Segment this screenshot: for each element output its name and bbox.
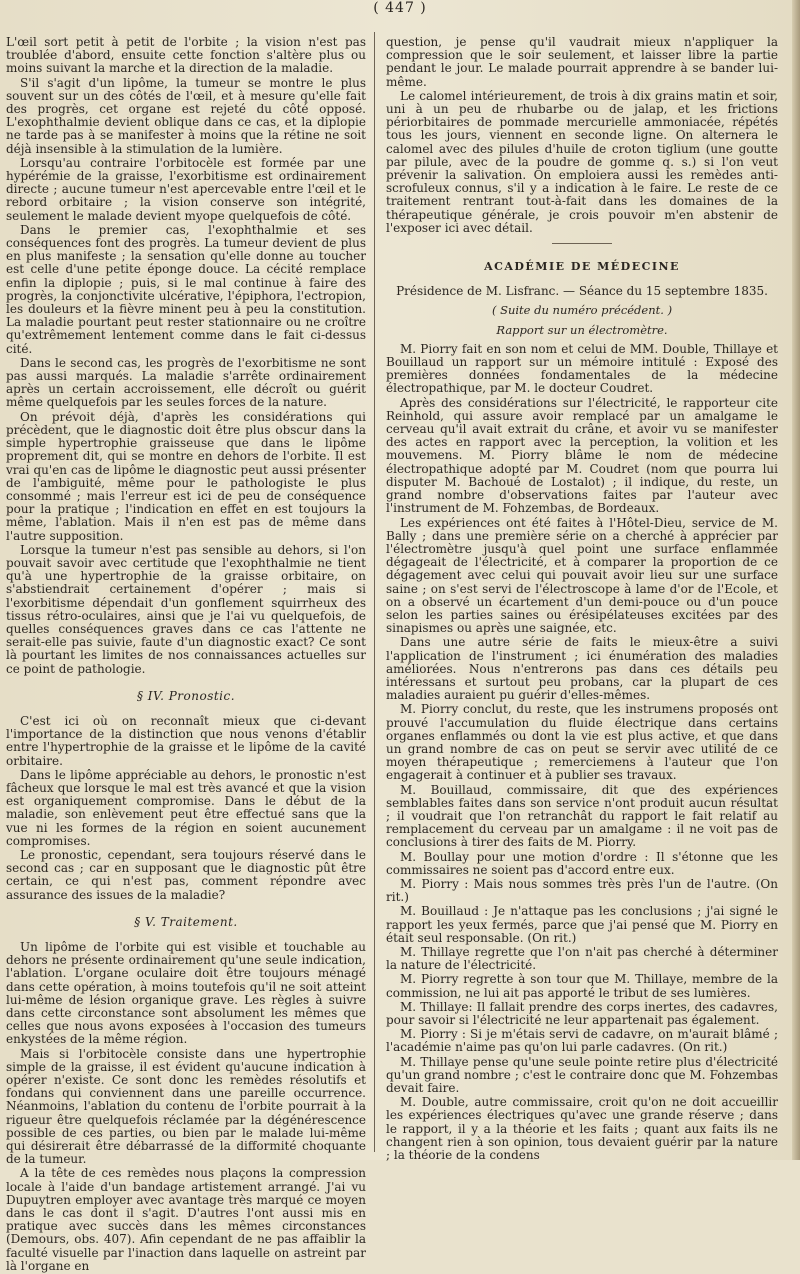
paragraph: M. Thillaye pense qu'une seule pointe retire plus d'électricité qu'un grand nombre ; c'est le contraire donc que M. Fohzembas devait faire.: [386, 1054, 778, 1096]
paragraph: On prévoit déjà, d'après les considérations qui précèdent, que le diagnostic doit être plus obscur dans la simple hypertrophie graisseuse que dans le lipôme proprement dit, qui se montre en dehors de l'orbite. Il est vrai qu'en cas de lipôme le diagnostic peut aussi présenter de l'ambiguité, même pour le pathologiste le plus consommé ; mais l'erreur est ici de peu de conséquence pour la pratique ; l'indication en effet en est toujours la même, l'ablation. Mais il n'en est pas de même dans l'autre supposition.: [6, 409, 366, 543]
paragraph: Après des considérations sur l'électricité, le rapporteur cite Reinhold, qui assure avoir remplacé par un amalgame le cerveau qu'il avait extrait du crâne, et avoir vu se manifester des actes en rapport avec la perception, la volition et les mouvemens. M. Piorry blâme le nom de médecine électropathique adopté par M. Coudret (nom que pourra lui disputer M. Bachoué de Lostalot) ; il indique, du reste, un grand nombre d'observations faites par l'auteur avec l'instrument de M. Fohzembas, de Bordeaux.: [386, 395, 778, 516]
paragraph: M. Piorry : Si je m'étais servi de cadavre, on m'aurait blâmé ; l'académie n'aime pas qu'on lui parle cadavres. (On rit.): [386, 1027, 778, 1055]
paragraph: Un lipôme de l'orbite qui est visible et touchable au dehors ne présente ordinairement qu'une seule indication, l'ablation. L'organe oculaire doit être toujours ménagé dans cette opération, à moins toutefois qu'il ne soit atteint lui-même de lésion organique grave. Les règles à suivre dans cette circonstance sont absolument les mêmes que celles que nous avons exposées à l'occasion des tumeurs enkystées de la même région.: [6, 940, 366, 1047]
paragraph: Lorsqu'au contraire l'orbitocèle est formée par une hypérémie de la graisse, l'exorbitisme est ordinairement directe ; aucune tumeur n'est apercevable entre l'œil et le rebord orbitaire ; la vision conserve son intégrité, seulement le malade devient myope quelquefois de côté.: [6, 155, 366, 223]
paragraph: M. Bouillaud, commissaire, dit que des expériences semblables faites dans son service n'ont produit aucun résultat ; il voudrait que l'on retranchât du rapport le fait relatif au remplacement du cerveau par un amalgame : il ne voit pas de conclusions à tirer des faits de M. Piorry.: [386, 782, 778, 850]
paragraph: Dans le lipôme appréciable au dehors, le pronostic n'est fâcheux que lorsque le mal est très avancé et que la vision est organiquement compromise. Dans le début de la maladie, son enlèvement peut être effectué sans que la vue ni les formes de la région en soient aucunement compromises.: [6, 767, 366, 848]
paragraph: Dans le premier cas, l'exophthalmie et ses conséquences font des progrès. La tumeur devient de plus en plus manifeste ; la sensation qu'elle donne au toucher est celle d'une petite éponge douce. La cécité remplace enfin la diplopie ; puis, si le mal continue à faire des progrès, la conjonctivite ulcérative, l'épiphora, l'ectropion, les douleurs et la fièvre minent peu à peu la constitution. La maladie pourtant peut rester stationnaire ou ne croître qu'extrêmement lentement comme dans le fait ci-dessus cité.: [6, 222, 366, 356]
suite-note: ( Suite du numéro précédent. ): [491, 303, 673, 318]
column-divider: [374, 32, 375, 1152]
page-number: ( 447 ): [373, 0, 427, 16]
paragraph: M. Thillaye regrette que l'on n'ait pas cherché à déterminer la nature de l'électricité.: [386, 945, 778, 973]
paragraph: L'œil sort petit à petit de l'orbite ; la vision n'est pas troublée d'abord, ensuite cette fonction s'altère plus ou moins suivant la marche et la direction de la maladie.: [6, 35, 366, 76]
presidence-line: Présidence de M. Lisfranc. — Séance du 15 septembre 1835.: [396, 284, 768, 299]
paragraph: Les expériences ont été faites à l'Hôtel-Dieu, service de M. Bally ; dans une première série on a cherché à apprécier par l'électromètre jusqu'à quel point une surface enflammée dégageait de l'électricité, et à comparer la proportion de ce dégagement avec celui qui pouvait avoir lieu sur une surface saine ; on s'est servi de l'électroscope à lame d'or de l'Ecole, et on a observé un écartement d'un demi-pouce ou d'un pouce selon les parties saines ou érésipélateuses excitées par des sinapismes ou après une saignée, etc.: [386, 515, 778, 636]
section-title-academie: ACADÉMIE DE MÉDECINE: [484, 260, 680, 274]
section-heading-pronostic: § IV. Pronostic.: [136, 688, 236, 703]
paragraph: M. Piorry fait en son nom et celui de MM. Double, Thillaye et Bouillaud un rapport sur un mémoire intitulé : Exposé des premières données fondamentales de la médecine électropathique, par M. le docteur Coudret.: [386, 341, 778, 396]
page-edge-shadow: [792, 0, 800, 1160]
paragraph: Le pronostic, cependant, sera toujours réservé dans le second cas ; car en supposant que le diagnostic pût être certain, ce qui n'est pas, comment répondre avec assurance des issues de la maladie?: [6, 847, 366, 902]
paragraph: Dans une autre série de faits le mieux-être a suivi l'application de l'instrument ; ici énumération des maladies améliorées. Nous n'entrerons pas dans ces détails peu intéressans et surtout peu probans, car la plupart de ces maladies auraient pu guérir d'elles-mêmes.: [386, 635, 778, 703]
paragraph: M. Piorry : Mais nous sommes très près l'un de l'autre. (On rit.): [386, 876, 778, 905]
paragraph: Dans le second cas, les progrès de l'exorbitisme ne sont pas aussi marqués. La maladie s'arrête ordinairement après un certain accroissement, elle décroît ou guérit même quelquefois par les seules forces de la nature.: [6, 355, 366, 410]
paragraph: Mais si l'orbitocèle consiste dans une hypertrophie simple de la graisse, il est évident qu'aucune indication à opérer n'existe. Ce sont donc les remèdes résolutifs et fondans qui conviennent dans une pareille occurrence. Néanmoins, l'ablation du contenu de l'orbite pourrait à la rigueur être quelquefois réclamée par la dégénérescence possible de ces parties, ou bien par le malade lui-même qui désirerait être débarrassé de la difformité choquante de la tumeur.: [6, 1046, 366, 1167]
paragraph: A la tête de ces remèdes nous plaçons la compression locale à l'aide d'un bandage artistement arrangé. J'ai vu Dupuytren employer avec avantage très marqué ce moyen dans le cas dont il s'agit. D'autres l'ont aussi mis en pratique avec succès dans les mêmes circonstances (Demours, obs. 407). Afin cependant de ne pas affaiblir la faculté visuelle par l'inaction dans laquelle on astreint par là l'organe en: [6, 1166, 366, 1273]
paragraph: M. Piorry regrette à son tour que M. Thillaye, membre de la commission, ne lui ait pas apporté le tribut de ses lumières.: [386, 972, 778, 1000]
rapport-title: Rapport sur un électromètre.: [496, 322, 668, 337]
paragraph: M. Boullay pour une motion d'ordre : Il s'étonne que les commissaires ne soient pas d'accord entre eux.: [386, 849, 778, 877]
separator-rule: [552, 243, 612, 244]
paragraph: S'il s'agit d'un lipôme, la tumeur se montre le plus souvent sur un des côtés de l'œil, et à mesure qu'elle fait des progrès, cet organe est rejeté du côté opposé. L'exophthalmie devient oblique dans ce cas, et la diplopie ne tarde pas à se manifester à moins que la rétine ne soit déjà insensible à la stimulation de la lumière.: [6, 75, 366, 156]
paragraph: M. Thillaye: Il fallait prendre des corps inertes, des cadavres, pour savoir si l'électricité ne leur appartenait pas également.: [386, 999, 778, 1028]
paragraph: M. Double, autre commissaire, croit qu'on ne doit accueillir les expériences électriques qu'avec une grande réserve ; dans le rapport, il y a la théorie et les faits ; quant aux faits ils ne changent rien à son opinion, tous devaient guérir par la nature ; la théorie de la condens: [386, 1095, 778, 1163]
paragraph: C'est ici où on reconnaît mieux que ci-devant l'importance de la distinction que nous venons d'établir entre l'hypertrophie de la graisse et le lipôme de la cavité orbitaire.: [6, 713, 366, 768]
paragraph: Lorsque la tumeur n'est pas sensible au dehors, si l'on pouvait savoir avec certitude que l'exophthalmie ne tient qu'à une hypertrophie de la graisse orbitaire, on s'abstiendrait certainement d'opérer ; mais si l'exorbitisme dépendait d'un gonflement squirrheux des tissus rétro-oculaires, ainsi que je l'ai vu quelquefois, de quelles conséquences graves dans ce cas l'attente ne serait-elle pas suivie, faute d'un diagnostic exact? Ce sont là pourtant les limites de nos connaissances actuelles sur ce point de pathologie.: [6, 542, 366, 676]
paragraph: question, je pense qu'il vaudrait mieux n'appliquer la compression que le soir seulement, et laisser libre la partie pendant le jour. Le malade pourrait apprendre à se bander lui-même.: [386, 35, 778, 89]
paragraph: M. Bouillaud : Je n'attaque pas les conclusions ; j'ai signé le rapport les yeux fermés, parce que j'ai pensé que M. Piorry en était seul responsable. (On rit.): [386, 904, 778, 945]
paragraph: Le calomel intérieurement, de trois à dix grains matin et soir, uni à un peu de rhubarbe ou de jalap, et les frictions périorbitaires de pommade mercurielle ammoniacée, répétés tous les jours, viennent en seconde ligne. On alternera le calomel avec des pilules d'huile de croton tiglium (une goutte par pilule, avec de la poudre de gomme q. s.) si l'on veut prévenir la salivation. On emploiera aussi les remèdes anti-scrofuleux connus, s'il y a indication à le faire. Le reste de ce traitement rentrant tout-à-fait dans les domaines de la thérapeutique générale, je crois pouvoir m'en abstenir de l'exposer ici avec détail.: [386, 88, 778, 235]
right-column: [386, 36, 778, 1163]
paragraph: M. Piorry conclut, du reste, que les instrumens proposés ont prouvé l'accumulation du fluide électrique dans certains organes enflammés ou dont la vie est plus active, et que dans un grand nombre de cas on peut se servir avec utilité de ce moyen thérapeutique ; remerciemens à l'auteur que l'on engagerait à continuer et à publier ses travaux.: [386, 702, 778, 783]
section-heading-traitement: § V. Traitement.: [134, 914, 238, 929]
left-column: [6, 36, 366, 1274]
